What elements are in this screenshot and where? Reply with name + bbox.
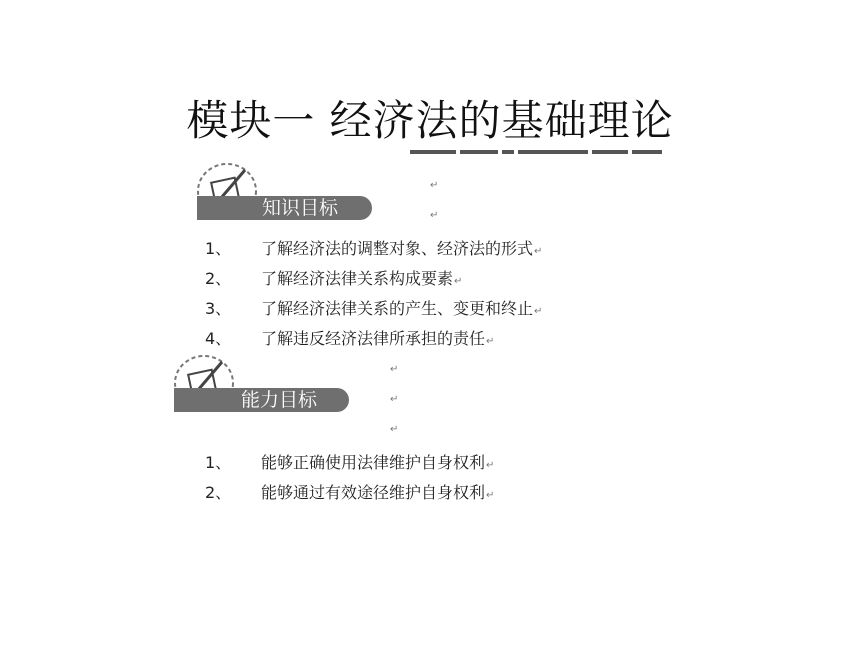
section-label: 能力目标 xyxy=(241,389,318,411)
item-number: 2、 xyxy=(205,483,232,502)
list-item xyxy=(205,326,494,349)
item-number: 3、 xyxy=(205,299,232,318)
item-number: 2、 xyxy=(205,269,232,288)
return-mark: ↵ xyxy=(486,460,495,471)
return-mark: ↵ xyxy=(390,394,399,405)
page-title: 模块一 经济法的基础理论 xyxy=(186,96,674,145)
item-number: 1、 xyxy=(205,239,232,258)
list-item xyxy=(205,296,542,319)
return-mark: ↵ xyxy=(534,246,543,257)
return-mark: ↵ xyxy=(534,306,543,317)
item-text: 能够通过有效途径维护自身权利 xyxy=(261,483,486,502)
item-number: 1、 xyxy=(205,453,232,472)
return-mark: ↵ xyxy=(430,180,439,191)
cropped-text-fragment xyxy=(410,150,672,162)
item-text: 了解经济法律关系构成要素 xyxy=(261,269,454,288)
item-text: 了解经济法律关系的产生、变更和终止 xyxy=(261,299,534,318)
return-mark: ↵ xyxy=(486,490,495,501)
return-mark: ↵ xyxy=(486,336,495,347)
return-mark: ↵ xyxy=(430,210,439,221)
item-text: 了解经济法的调整对象、经济法的形式 xyxy=(261,239,534,258)
item-number: 4、 xyxy=(205,329,232,348)
return-mark: ↵ xyxy=(390,424,399,435)
list-item xyxy=(205,450,494,473)
return-mark: ↵ xyxy=(454,276,463,287)
list-item xyxy=(205,480,494,503)
section-label: 知识目标 xyxy=(262,197,339,219)
return-mark: ↵ xyxy=(390,364,399,375)
item-text: 了解违反经济法律所承担的责任 xyxy=(261,329,486,348)
list-item xyxy=(205,236,542,259)
list-item xyxy=(205,266,462,289)
item-text: 能够正确使用法律维护自身权利 xyxy=(261,453,486,472)
